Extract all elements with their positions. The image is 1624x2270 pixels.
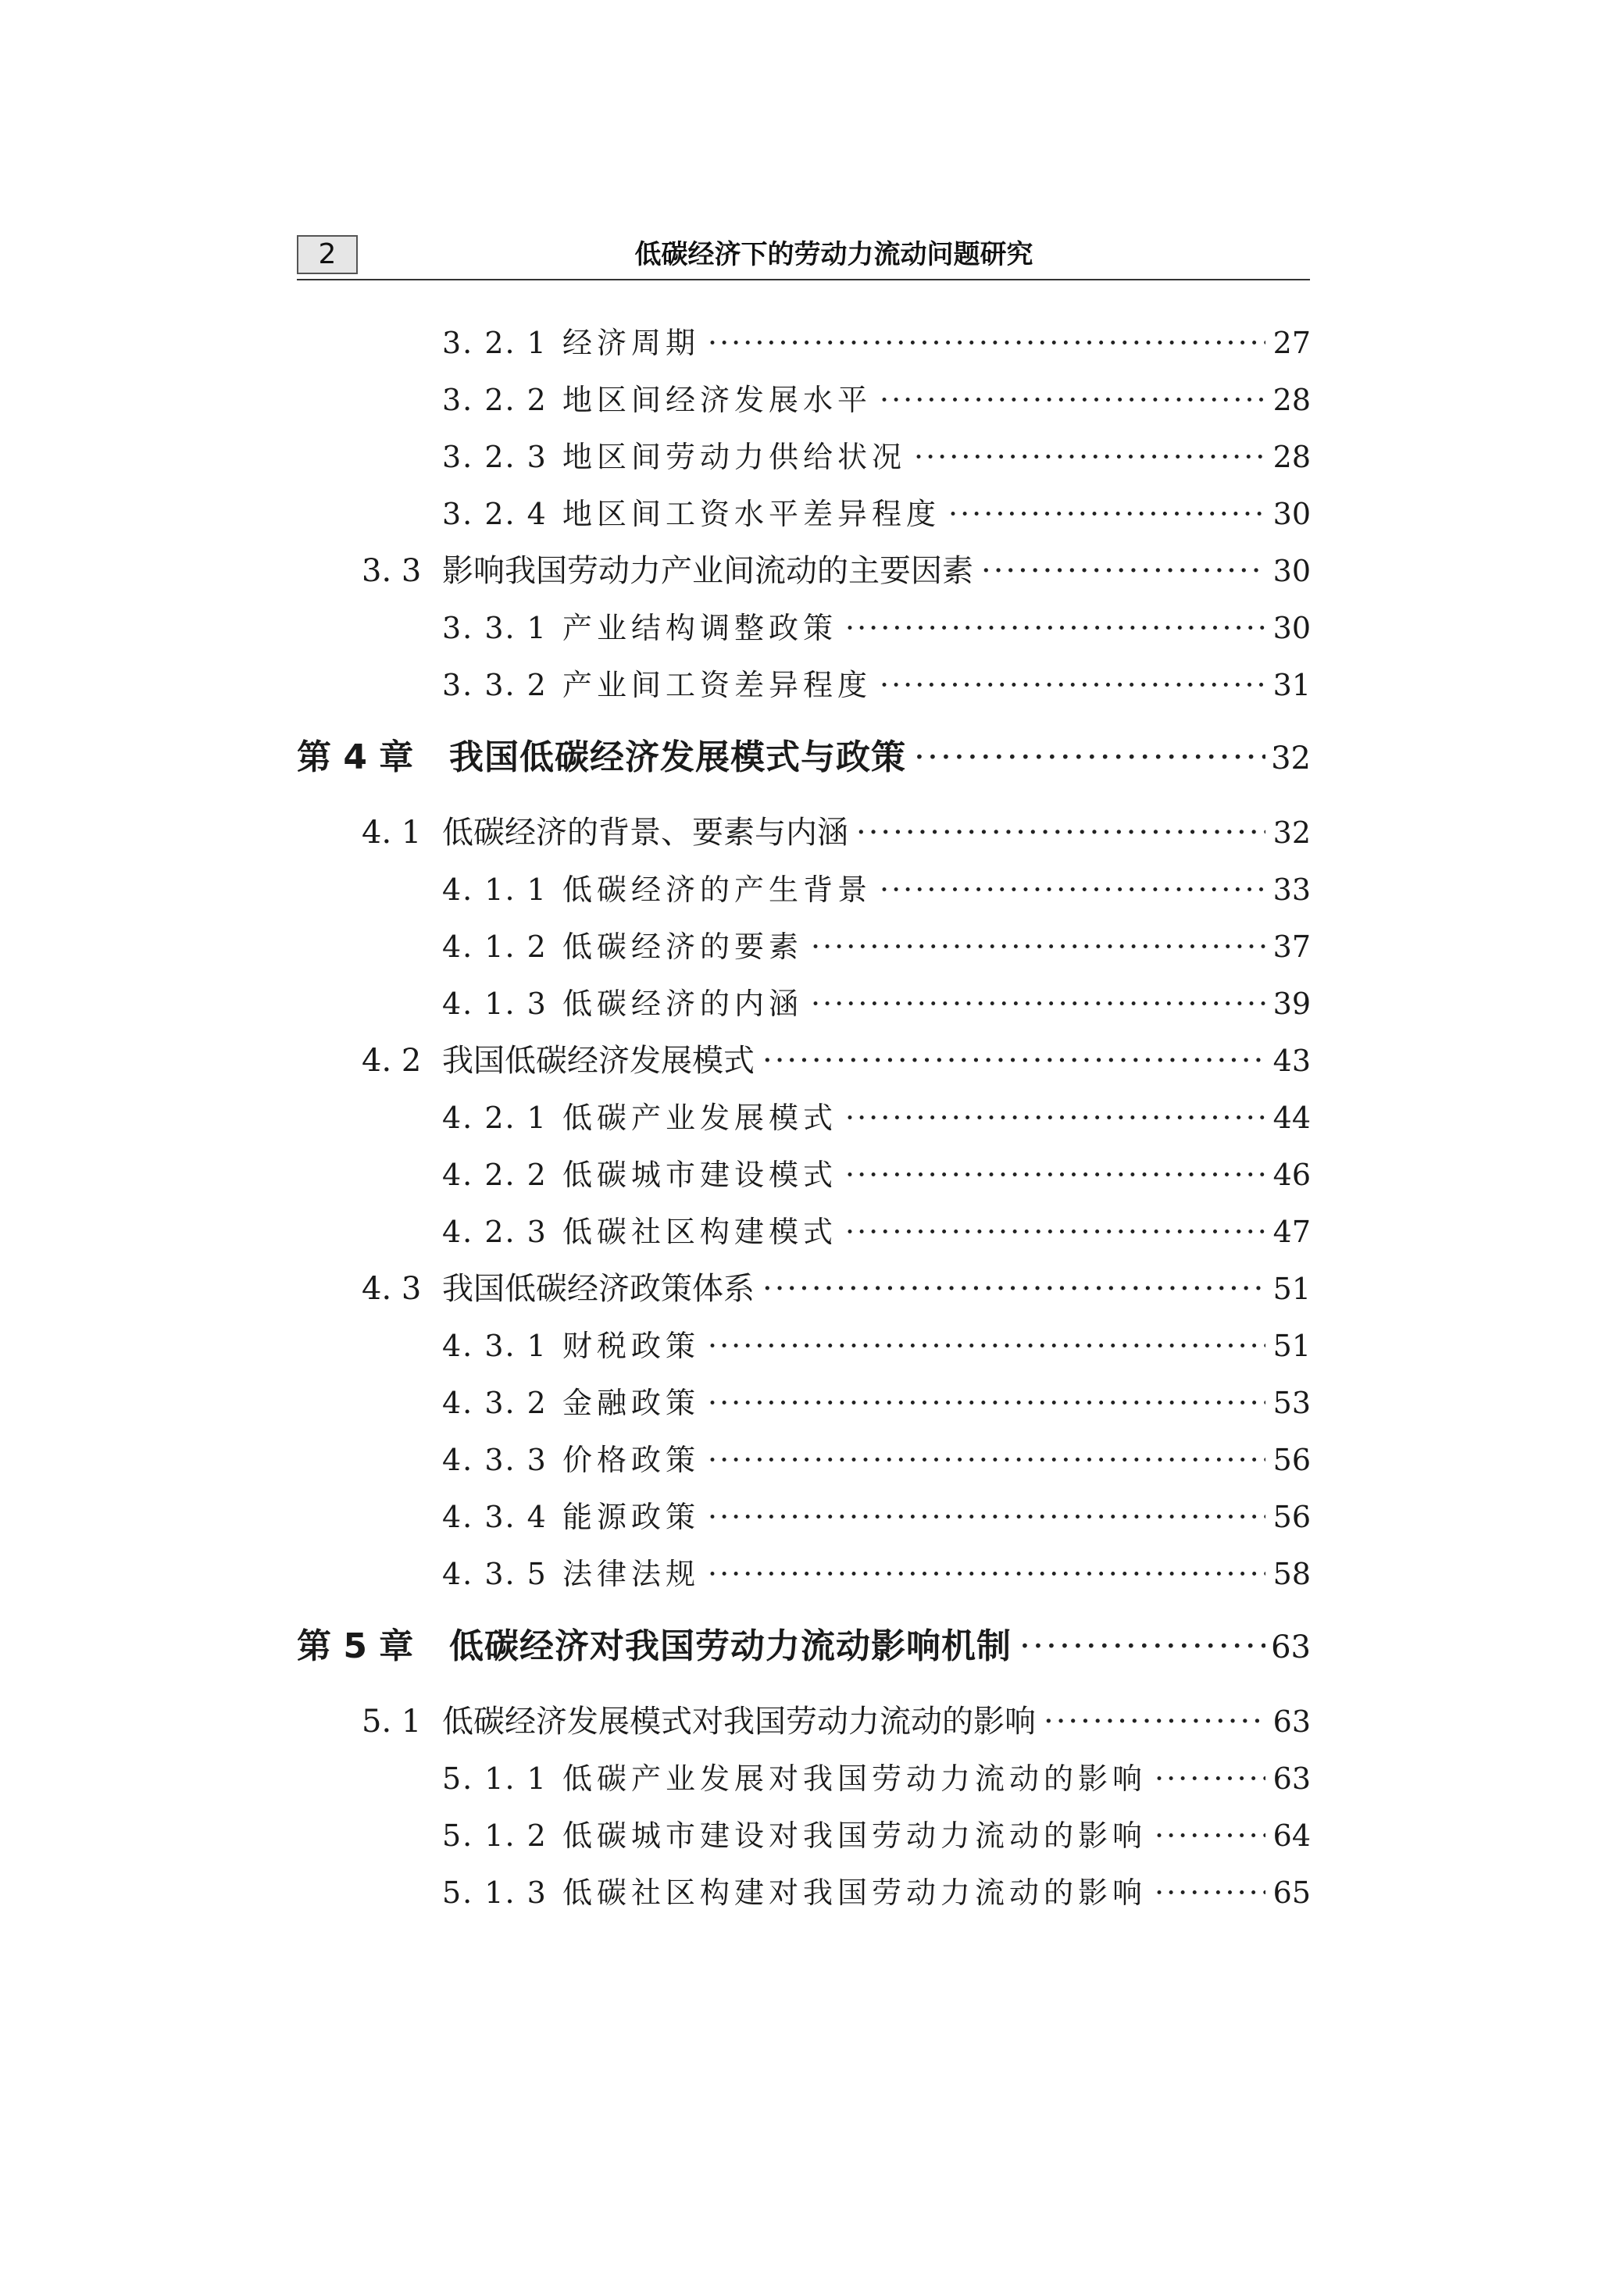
toc-leader-dots xyxy=(880,866,1265,913)
toc-entry-page: 56 xyxy=(1272,1500,1311,1534)
toc-entry-number: 3. 2. 2 xyxy=(442,383,548,417)
toc-chapter-title: 我国低碳经济发展模式与政策 xyxy=(449,737,906,777)
toc-entry-title: 低碳经济的内涵 xyxy=(562,987,804,1021)
toc-entry-title: 低碳城市建设对我国劳动力流动的影响 xyxy=(562,1818,1148,1853)
toc-entry[interactable] xyxy=(442,377,1311,423)
toc-entry-title: 影响我国劳动力产业间流动的主要因素 xyxy=(442,553,973,589)
toc-entry-number: 4. 1. 1 xyxy=(442,873,548,907)
toc-entry[interactable] xyxy=(362,809,1311,856)
toc-entry-number: 4. 2. 2 xyxy=(442,1158,548,1192)
toc-entry-number: 3. 3. 1 xyxy=(442,611,548,645)
toc-entry-number: 4. 3. 3 xyxy=(442,1443,548,1477)
toc-leader-dots xyxy=(1044,1698,1265,1745)
toc-leader-dots xyxy=(914,434,1265,480)
toc-entry-title: 地区间劳动力供给状况 xyxy=(562,440,907,474)
toc-entry-number: 4. 1 xyxy=(362,815,422,851)
toc-entry-title: 经济周期 xyxy=(562,326,701,360)
toc-entry-title: 低碳产业发展对我国劳动力流动的影响 xyxy=(562,1761,1148,1796)
toc-entry-title: 财税政策 xyxy=(562,1329,701,1363)
toc-entry-page: 30 xyxy=(1272,497,1311,531)
toc-leader-dots xyxy=(762,1037,1265,1084)
toc-entry[interactable] xyxy=(362,1037,1311,1084)
toc-entry-title: 能源政策 xyxy=(562,1500,701,1534)
toc-entry-page: 37 xyxy=(1272,930,1311,964)
toc-entry-page: 58 xyxy=(1272,1557,1311,1591)
toc-leader-dots xyxy=(981,548,1265,594)
toc-entry-page: 43 xyxy=(1272,1044,1311,1078)
toc-entry-page: 65 xyxy=(1272,1876,1311,1910)
toc-leader-dots xyxy=(708,1437,1265,1483)
toc-entry[interactable] xyxy=(442,1094,1311,1141)
toc-entry-page: 44 xyxy=(1272,1101,1311,1135)
toc-entry-title: 低碳经济发展模式对我国劳动力流动的影响 xyxy=(442,1704,1036,1740)
toc-entry-title: 低碳经济的背景、要素与内涵 xyxy=(442,815,848,851)
toc-entry-title: 低碳社区构建模式 xyxy=(562,1215,838,1249)
toc-entry-number: 4. 3. 4 xyxy=(442,1500,548,1534)
toc-entry[interactable] xyxy=(442,1437,1311,1483)
toc-entry-number: 4. 3. 2 xyxy=(442,1386,548,1420)
toc-entry[interactable] xyxy=(442,605,1311,651)
toc-entry-page: 51 xyxy=(1272,1329,1311,1363)
toc-entry-number: 5. 1. 2 xyxy=(442,1818,548,1853)
toc-entry[interactable] xyxy=(442,1494,1311,1540)
toc-entry-number: 4. 1. 2 xyxy=(442,930,548,964)
toc-entry-page: 63 xyxy=(1272,1704,1311,1739)
toc-entry-number: 3. 3. 2 xyxy=(442,668,548,702)
toc-entry-title: 低碳经济的产生背景 xyxy=(562,873,873,907)
toc-entry[interactable] xyxy=(442,980,1311,1027)
toc-entry-number: 4. 2 xyxy=(362,1043,422,1079)
toc-chapter-title: 低碳经济对我国劳动力流动影响机制 xyxy=(449,1626,1012,1666)
toc-entry-title: 我国低碳经济发展模式 xyxy=(442,1043,755,1079)
toc-entry-page: 30 xyxy=(1272,554,1311,588)
toc-entry[interactable] xyxy=(442,491,1311,537)
toc-entry-title: 金融政策 xyxy=(562,1386,701,1420)
toc-entry-number: 4. 2. 3 xyxy=(442,1215,548,1249)
toc-entry-page: 31 xyxy=(1272,668,1311,702)
toc-leader-dots xyxy=(708,1494,1265,1540)
toc-entry[interactable] xyxy=(442,1322,1311,1369)
toc-chapter-number: 第 4 章 xyxy=(297,737,414,777)
toc-chapter-number: 第 5 章 xyxy=(297,1626,414,1666)
toc-entry-number: 4. 3. 5 xyxy=(442,1557,548,1591)
toc-entry-title: 我国低碳经济政策体系 xyxy=(442,1271,755,1307)
toc-entry[interactable] xyxy=(442,1755,1311,1802)
toc-entry-page: 63 xyxy=(1272,1761,1311,1796)
toc-leader-dots xyxy=(1155,1869,1265,1916)
book-title: 低碳经济下的劳动力流动问题研究 xyxy=(634,239,1033,270)
toc-leader-dots xyxy=(845,1151,1265,1198)
toc-entry[interactable] xyxy=(442,1869,1311,1916)
toc-entry-title: 价格政策 xyxy=(562,1443,701,1477)
toc-entry-page: 53 xyxy=(1272,1386,1311,1420)
toc-entry[interactable] xyxy=(362,1698,1311,1745)
toc-entry-page: 56 xyxy=(1272,1443,1311,1477)
toc-entry[interactable] xyxy=(362,1265,1311,1312)
toc-leader-dots xyxy=(708,1551,1265,1597)
toc-entry[interactable] xyxy=(442,1379,1311,1426)
toc-leader-dots xyxy=(880,377,1265,423)
toc-entry-page: 33 xyxy=(1272,873,1311,907)
toc-leader-dots xyxy=(1155,1755,1265,1802)
toc-entry[interactable] xyxy=(442,434,1311,480)
toc-entry-number: 3. 2. 4 xyxy=(442,497,548,531)
toc-entry[interactable] xyxy=(442,1812,1311,1859)
toc-leader-dots xyxy=(856,809,1265,856)
toc-leader-dots xyxy=(708,1379,1265,1426)
toc-entry[interactable] xyxy=(442,1151,1311,1198)
toc-entry-title: 产业结构调整政策 xyxy=(562,611,838,645)
toc-leader-dots xyxy=(1155,1812,1265,1859)
toc-chapter-entry[interactable] xyxy=(297,730,1311,785)
toc-leader-dots xyxy=(762,1265,1265,1312)
toc-leader-dots xyxy=(811,923,1265,970)
toc-leader-dots xyxy=(880,662,1265,708)
toc-entry-title: 地区间工资水平差异程度 xyxy=(562,497,941,531)
toc-entry[interactable] xyxy=(442,1208,1311,1255)
toc-leader-dots xyxy=(948,491,1265,537)
toc-entry-number: 5. 1. 3 xyxy=(442,1876,548,1910)
toc-entry-number: 4. 1. 3 xyxy=(442,987,548,1021)
toc-entry-number: 3. 2. 1 xyxy=(442,326,548,360)
toc-entry-number: 3. 3 xyxy=(362,553,422,589)
toc-leader-dots xyxy=(845,1208,1265,1255)
toc-entry-page: 46 xyxy=(1272,1158,1311,1192)
toc-entry-page: 30 xyxy=(1272,611,1311,645)
toc-entry-title: 低碳城市建设模式 xyxy=(562,1158,838,1192)
toc-leader-dots xyxy=(914,730,1265,785)
toc-entry-title: 法律法规 xyxy=(562,1557,701,1591)
toc-entry-page: 32 xyxy=(1272,816,1311,850)
toc-leader-dots xyxy=(708,1322,1265,1369)
toc-entry-title: 低碳社区构建对我国劳动力流动的影响 xyxy=(562,1876,1148,1910)
toc-entry-page: 28 xyxy=(1272,440,1311,474)
toc-entry-title: 地区间经济发展水平 xyxy=(562,383,873,417)
toc-entry-page: 28 xyxy=(1272,383,1311,417)
toc-entry-page: 51 xyxy=(1272,1272,1311,1306)
toc-entry-page: 47 xyxy=(1272,1215,1311,1249)
toc-entry[interactable] xyxy=(442,662,1311,708)
toc-chapter-entry[interactable] xyxy=(297,1619,1311,1674)
toc-entry-page: 63 xyxy=(1271,1629,1311,1665)
toc-leader-dots xyxy=(1019,1619,1265,1674)
toc-entry-number: 4. 2. 1 xyxy=(442,1101,548,1135)
toc-entry[interactable] xyxy=(442,923,1311,970)
toc-leader-dots xyxy=(708,319,1265,366)
toc-entry-number: 5. 1 xyxy=(362,1704,422,1740)
toc-entry-page: 64 xyxy=(1272,1818,1311,1853)
toc-entry-page: 39 xyxy=(1272,987,1311,1021)
toc-entry-title: 产业间工资差异程度 xyxy=(562,668,873,702)
toc-entry[interactable] xyxy=(442,319,1311,366)
toc-leader-dots xyxy=(811,980,1265,1027)
toc-leader-dots xyxy=(845,605,1265,651)
toc-leader-dots xyxy=(845,1094,1265,1141)
toc-entry-page: 32 xyxy=(1271,741,1311,776)
toc-entry-title: 低碳经济的要素 xyxy=(562,930,804,964)
toc-entry-page: 27 xyxy=(1272,326,1311,360)
toc-entry[interactable] xyxy=(442,866,1311,913)
toc-entry-number: 4. 3 xyxy=(362,1271,422,1307)
toc-entry-number: 5. 1. 1 xyxy=(442,1761,548,1796)
toc-entry[interactable] xyxy=(442,1551,1311,1597)
page-number: 2 xyxy=(297,235,358,274)
toc-entry-number: 4. 3. 1 xyxy=(442,1329,548,1363)
toc-entry-title: 低碳产业发展模式 xyxy=(562,1101,838,1135)
toc-entry-number: 3. 2. 3 xyxy=(442,440,548,474)
toc-entry[interactable] xyxy=(362,548,1311,594)
